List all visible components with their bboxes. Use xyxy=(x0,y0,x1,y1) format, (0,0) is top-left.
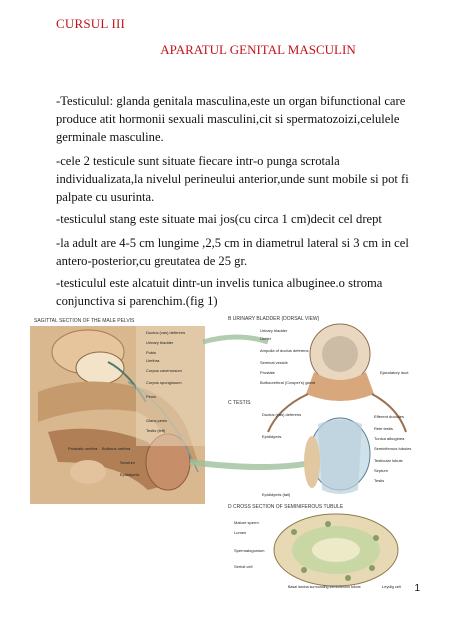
course-heading: CURSUL III xyxy=(56,16,126,31)
label-c-0: Ductus (vas) deferens xyxy=(262,412,302,417)
page-title: APARATUL GENITAL MASCULIN xyxy=(160,42,356,57)
label-d-1: Lumen xyxy=(234,530,247,535)
label-d-4: Basal lamina surrounding seminiferous tubule xyxy=(288,585,361,589)
label-b-0: Urinary bladder xyxy=(260,328,288,333)
label-a-8: Bulbous urethra xyxy=(102,446,131,451)
panel-d-tubule xyxy=(228,504,401,589)
label-a-3: Urethra xyxy=(146,358,160,363)
label-a-7: Prostatic urethra xyxy=(68,446,98,451)
label-c-4: Tunica albuginea xyxy=(374,436,405,441)
label-d-2: Spermatogonium xyxy=(234,548,265,553)
label-a-12: Epididymis xyxy=(120,472,140,477)
label-b-5: Bulbourethral (Cowper's) gland xyxy=(260,380,316,385)
panel-c-title: C TESTIS xyxy=(228,400,251,406)
label-a-4: Corpus cavernosum xyxy=(146,368,182,373)
label-c-7: Septum xyxy=(374,468,388,473)
label-c-3: Rete testis xyxy=(374,426,393,431)
label-c-8: Testis xyxy=(374,478,385,483)
label-b-6: Ejaculatory duct xyxy=(380,370,409,375)
paragraph-2: -cele 2 testicule sunt situate fiecare intr-o punga scrotala individualizata,la nivelul perineului anterior,unde sunt mobile si pot fi palpate cu usurinta. xyxy=(56,154,409,204)
panel-a-title: SAGITTAL SECTION OF THE MALE PELVIS xyxy=(34,318,135,324)
label-c-6: Testicular lobule xyxy=(374,458,403,463)
label-b-3: Seminal vesicle xyxy=(260,360,288,365)
label-a-2: Pubis xyxy=(146,350,157,355)
paragraph-5: -testiculul este alcatuit dintr-un invelis tunica albuginee.o stroma conjunctiva si parenchim.(fig 1) xyxy=(56,276,383,308)
label-b-4: Prostate xyxy=(260,370,275,375)
paragraph-4: -la adult are 4-5 cm lungime ,2,5 cm in diametrul lateral si 3 cm in cel antero-posterior,cu greutatea de 25 gr. xyxy=(56,236,409,268)
paragraph-1: -Testiculul: glanda genitala masculina,este un organ bifunctional care produce atit hormonii sexuali masculini,cit si spermatozoizi,celulele germinale masculine. xyxy=(56,94,406,144)
label-c-9: Epididymis (tail) xyxy=(262,492,291,497)
label-b-1: Ureter xyxy=(260,336,272,341)
label-b-2: Ampulla of ductus deferens xyxy=(260,348,309,353)
label-a-0: Ductus (vas) deferens xyxy=(146,330,186,335)
label-d-5: Leydig cell xyxy=(382,584,401,589)
label-a-1: Urinary bladder xyxy=(146,340,174,345)
label-c-1: Epididymis xyxy=(262,434,282,439)
page-number: 1 xyxy=(414,583,420,594)
label-d-0: Mature sperm xyxy=(234,520,259,525)
panel-a-sagittal-section xyxy=(30,314,205,504)
connector-arrow xyxy=(190,462,316,467)
paragraph-3: -testiculul stang este situate mai jos(cu circa 1 cm)decit cel drept xyxy=(56,212,382,226)
label-a-10: Scrotum xyxy=(120,460,135,465)
label-c-5: Seminiferous tubules xyxy=(374,446,412,451)
label-c-2: Efferent ductules xyxy=(374,414,404,419)
anatomy-figure xyxy=(28,312,420,590)
label-a-11: Testis (left) xyxy=(146,428,166,433)
label-d-3: Sertoli cell xyxy=(234,564,253,569)
panel-b-title: B URINARY BLADDER (DORSAL VIEW) xyxy=(228,316,320,322)
panel-d-title: D CROSS SECTION OF SEMINIFEROUS TUBULE xyxy=(228,504,344,510)
label-a-5: Corpus spongiosum xyxy=(146,380,182,385)
panel-c-testis xyxy=(228,400,411,497)
label-a-6: Penis xyxy=(146,394,157,399)
label-a-9: Glans penis xyxy=(146,418,168,423)
